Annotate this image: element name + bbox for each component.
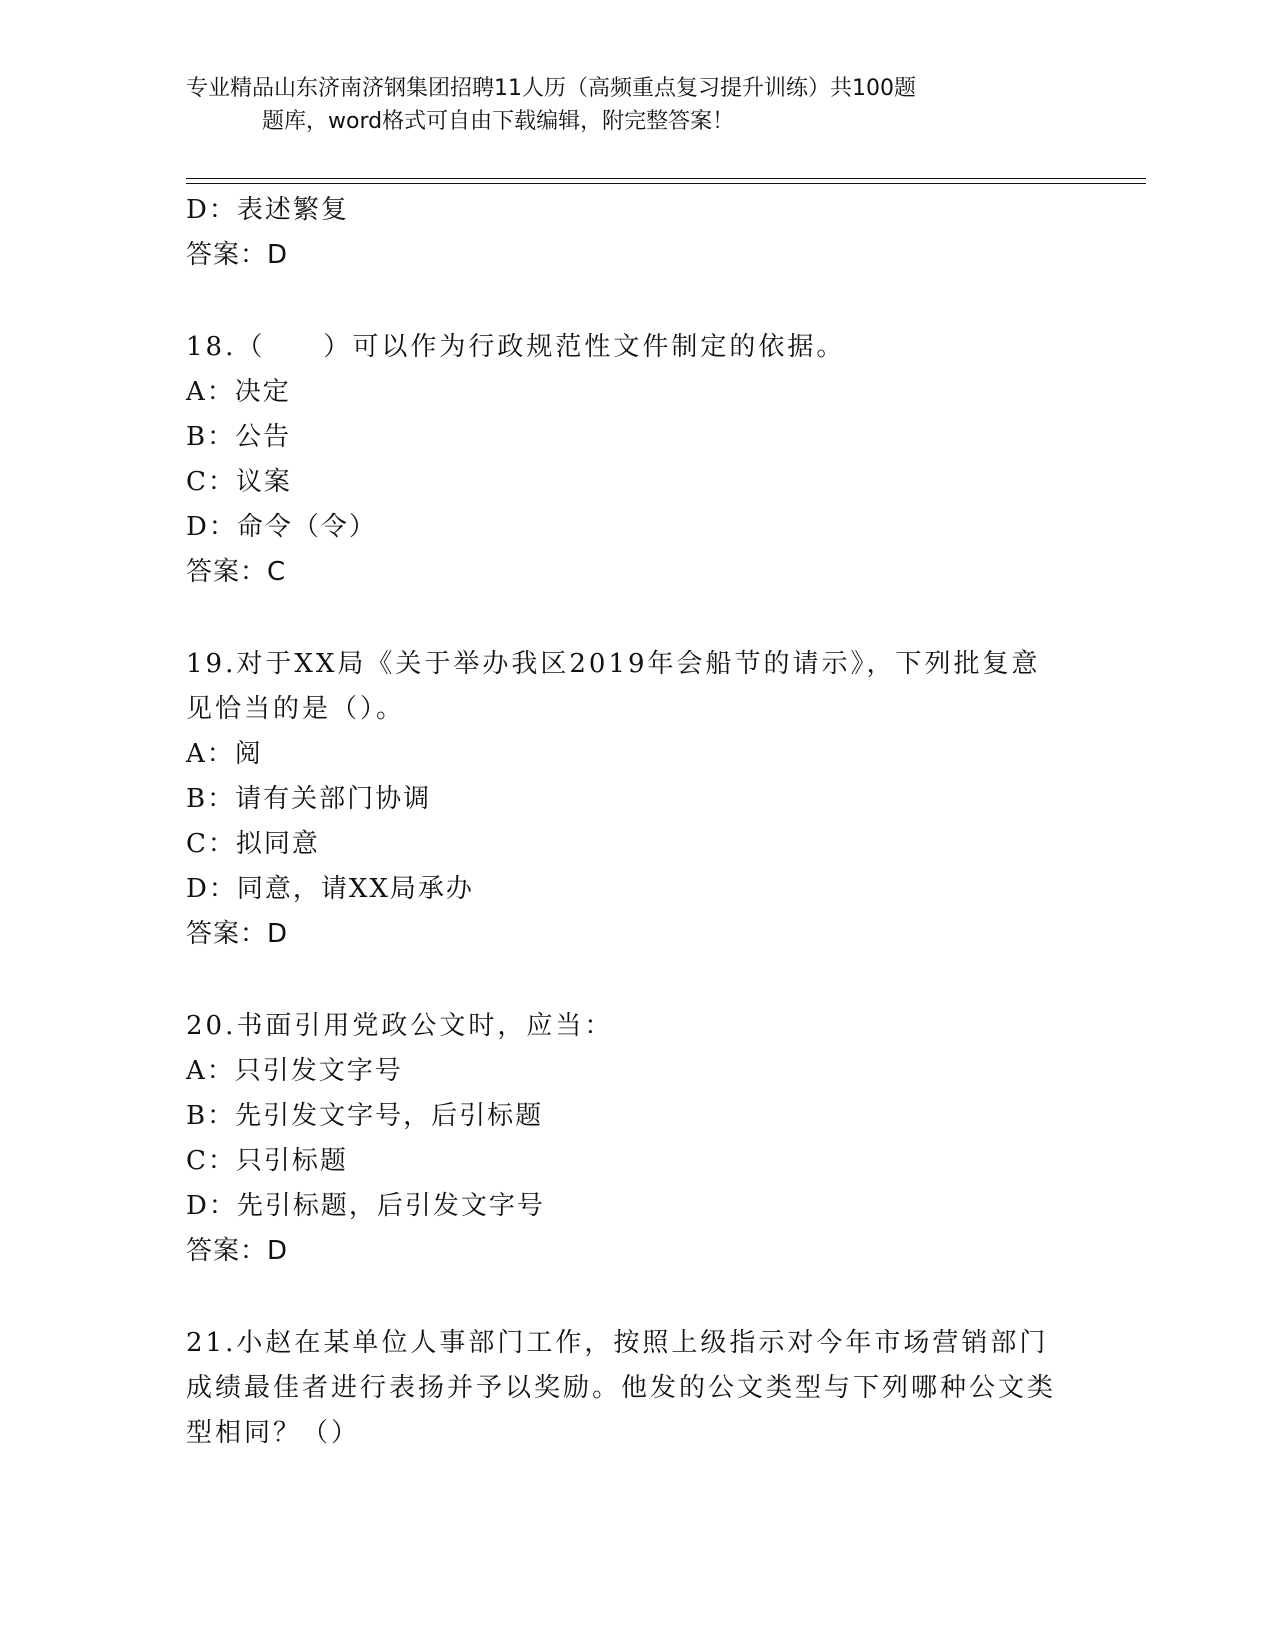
question-stem: 21.小赵在某单位人事部门工作，按照上级指示对今年市场营销部门成绩最佳者进行表扬并予以奖励。他发的公文类型与下列哪种公文类型相同？（） — [186, 1328, 1057, 1448]
carryover-option-d: D：表述繁复 — [186, 195, 349, 225]
answer: 答案：D — [186, 919, 289, 949]
question-19 — [186, 642, 1086, 957]
spacer — [186, 278, 1086, 325]
question-21 — [186, 1321, 1086, 1456]
option-a: A：决定 — [186, 377, 291, 407]
question-stem: 18.（ ）可以作为行政规范性文件制定的依据。 — [186, 332, 846, 362]
header-divider-top — [186, 178, 1146, 179]
question-20 — [186, 1004, 1086, 1274]
question-stem: 19.对于XX局《关于举办我区2019年会船节的请示》，下列批复意见恰当的是（）。 — [186, 649, 1041, 724]
option-d: D：同意，请XX局承办 — [186, 874, 474, 904]
document-header — [186, 72, 1086, 138]
option-d: D：命令（令） — [186, 512, 377, 542]
header-title-line-2: 题库，word格式可自由下载编辑，附完整答案！ — [262, 109, 735, 134]
option-a: A：阅 — [186, 739, 263, 769]
header-divider-bottom — [186, 183, 1146, 184]
carryover-answer: 答案：D — [186, 240, 289, 270]
spacer — [186, 1274, 1086, 1321]
option-b: B：先引发文字号，后引标题 — [186, 1101, 544, 1131]
option-c: C：议案 — [186, 467, 292, 497]
question-stem: 20.书面引用党政公文时，应当： — [186, 1011, 614, 1041]
option-d: D：先引标题，后引发文字号 — [186, 1191, 545, 1221]
option-b: B：公告 — [186, 422, 292, 452]
header-title-line-1: 专业精品山东济南济钢集团招聘11人历（高频重点复习提升训练）共100题 — [186, 76, 916, 101]
spacer — [186, 957, 1086, 1004]
option-b: B：请有关部门协调 — [186, 784, 432, 814]
question-18 — [186, 325, 1086, 595]
spacer — [186, 595, 1086, 642]
option-c: C：只引标题 — [186, 1146, 348, 1176]
answer: 答案：C — [186, 557, 287, 587]
answer: 答案：D — [186, 1236, 289, 1266]
option-c: C：拟同意 — [186, 829, 320, 859]
document-body — [186, 188, 1086, 1456]
option-a: A：只引发文字号 — [186, 1056, 403, 1086]
